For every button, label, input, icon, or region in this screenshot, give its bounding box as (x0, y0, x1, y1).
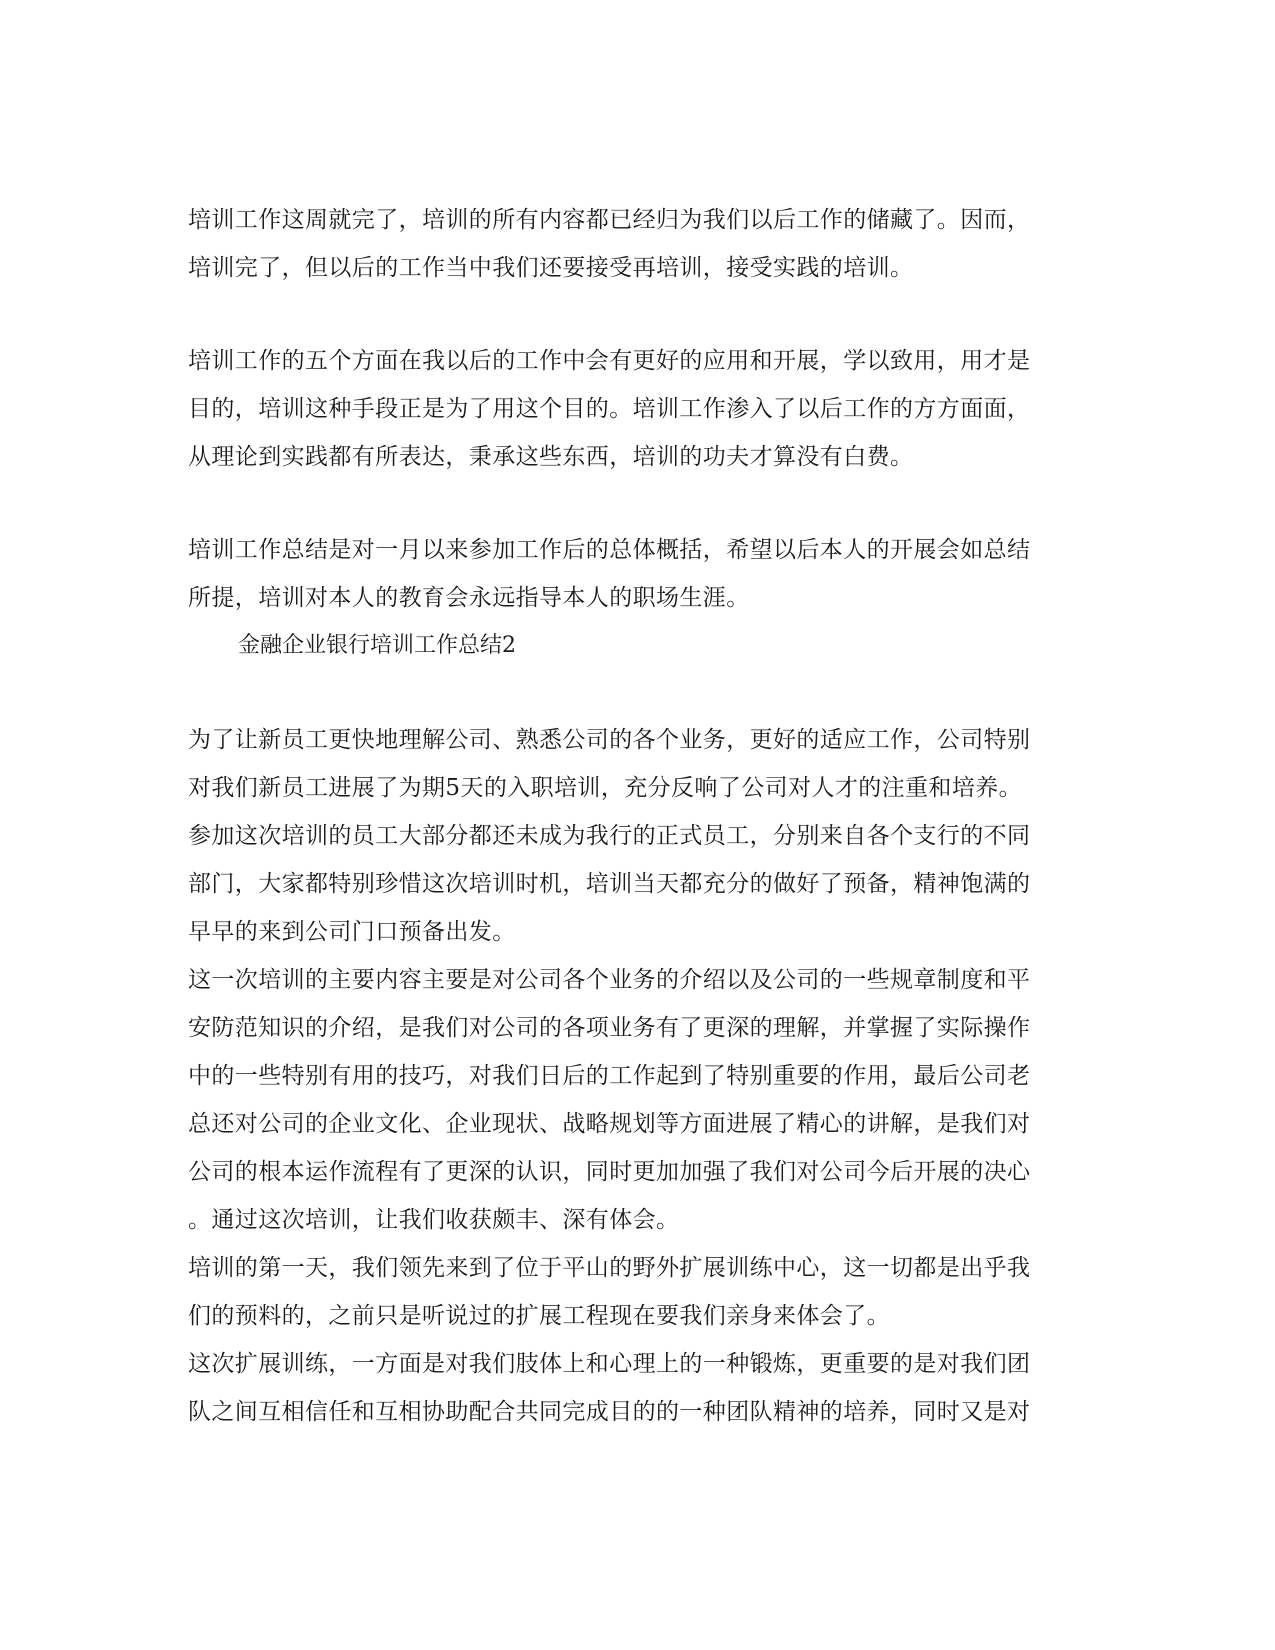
paragraph-1-line-1: 培训工作这周就完了，培训的所有内容都已经归为我们以后工作的储藏了。因而， (188, 207, 1031, 233)
paragraph-3-line-2: 所提，培训对本人的教育会永远指导本人的职场生涯。 (188, 585, 750, 611)
paragraph-5-line-4: 总还对公司的企业文化、企业现状、战略规划等方面进展了精心的讲解，是我们对 (188, 1111, 1031, 1137)
paragraph-5-line-3: 中的一些特别有用的技巧，对我们日后的工作起到了特别重要的作用，最后公司老 (188, 1063, 1031, 1089)
paragraph-4-line-3: 参加这次培训的员工大部分都还未成为我行的正式员工，分别来自各个支行的不同 (188, 823, 1031, 849)
paragraph-5-line-5: 公司的根本运作流程有了更深的认识，同时更加加强了我们对公司今后开展的决心 (188, 1159, 1031, 1185)
section-title: 金融企业银行培训工作总结2 (238, 633, 516, 658)
paragraph-6-line-1: 培训的第一天，我们领先来到了位于平山的野外扩展训练中心，这一切都是出乎我 (188, 1255, 1031, 1281)
paragraph-7-line-1: 这次扩展训练，一方面是对我们肢体上和心理上的一种锻炼，更重要的是对我们团 (188, 1351, 1031, 1377)
paragraph-5-line-2: 安防范知识的介绍，是我们对公司的各项业务有了更深的理解，并掌握了实际操作 (188, 1015, 1031, 1041)
paragraph-2-line-3: 从理论到实践都有所表达，秉承这些东西，培训的功夫才算没有白费。 (188, 444, 914, 470)
paragraph-7-line-2: 队之间互相信任和互相协助配合共同完成目的的一种团队精神的培养，同时又是对 (188, 1399, 1031, 1425)
paragraph-6-line-2: 们的预料的，之前只是听说过的扩展工程现在要我们亲身来体会了。 (188, 1303, 890, 1329)
paragraph-4-line-5: 早早的来到公司门口预备出发。 (188, 919, 516, 945)
paragraph-3-line-1: 培训工作总结是对一月以来参加工作后的总体概括，希望以后本人的开展会如总结 (188, 537, 1031, 563)
paragraph-5-line-1: 这一次培训的主要内容主要是对公司各个业务的介绍以及公司的一些规章制度和平 (188, 967, 1031, 993)
paragraph-4-line-2: 对我们新员工进展了为期5天的入职培训，充分反响了公司对人才的注重和培养。 (188, 775, 1023, 801)
paragraph-2-line-1: 培训工作的五个方面在我以后的工作中会有更好的应用和开展，学以致用，用才是 (188, 348, 1031, 374)
paragraph-5-line-6: 。通过这次培训，让我们收获颇丰、深有体会。 (188, 1207, 680, 1233)
paragraph-4-line-1: 为了让新员工更快地理解公司、熟悉公司的各个业务，更好的适应工作，公司特别 (188, 727, 1031, 753)
paragraph-2-line-2: 目的，培训这种手段正是为了用这个目的。培训工作渗入了以后工作的方方面面， (188, 396, 1031, 422)
paragraph-1-line-2: 培训完了，但以后的工作当中我们还要接受再培训，接受实践的培训。 (188, 255, 914, 281)
paragraph-4-line-4: 部门，大家都特别珍惜这次培训时机，培训当天都充分的做好了预备，精神饱满的 (188, 871, 1031, 897)
